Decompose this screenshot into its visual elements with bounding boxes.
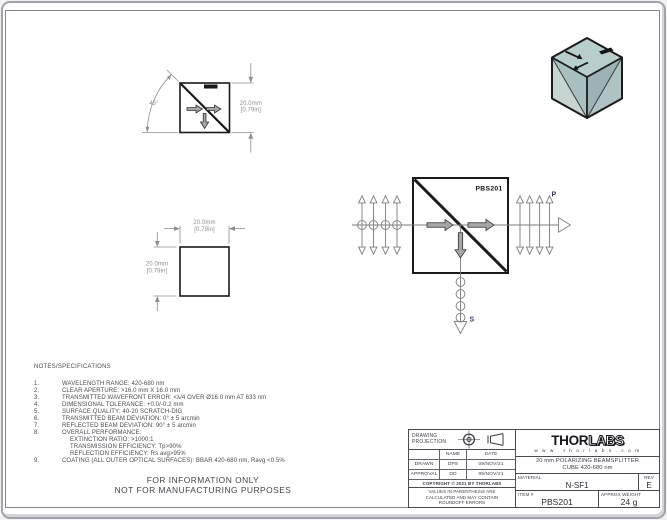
dim-arrow-down-left bbox=[155, 241, 160, 247]
blank-cell bbox=[409, 450, 440, 460]
note-item bbox=[34, 430, 346, 437]
width-dimension-in: [0.79in] bbox=[194, 227, 215, 233]
projection-label: DRAWING PROJECTION bbox=[412, 432, 447, 445]
item-row bbox=[516, 491, 659, 507]
note-item bbox=[34, 395, 346, 402]
drawn-name: DPS bbox=[440, 460, 467, 470]
drawing-title bbox=[516, 457, 659, 474]
item-cell bbox=[516, 491, 599, 507]
dim-arrow-right bbox=[174, 226, 180, 231]
title-block-right bbox=[516, 430, 659, 507]
note-text: WAVELENGTH RANGE: 420-680 nm bbox=[62, 381, 165, 387]
note-text: DIMENSIONAL TOLERANCE: +0.0/-0.2 mm bbox=[62, 402, 184, 408]
drawn-date: 09/NOV/21 bbox=[467, 460, 515, 470]
pbs201-engraving-small bbox=[204, 85, 218, 89]
info-line-2: NOT FOR MANUFACTURING PURPOSES bbox=[114, 485, 292, 495]
note-number: 1. bbox=[34, 381, 40, 387]
note-item bbox=[34, 402, 346, 409]
date-header: DATE bbox=[467, 450, 515, 460]
note-subitem: REFLECTION EFFICIENCY: Rs avg>95% bbox=[70, 451, 186, 457]
logo-labs: LABS bbox=[588, 432, 624, 448]
projection-row bbox=[409, 430, 515, 450]
drawing-title-line2: CUBE 420-680 nm bbox=[562, 465, 613, 471]
arc-arrowhead-bottom bbox=[146, 127, 150, 133]
rev-value: E bbox=[646, 480, 652, 490]
note-subitem: TRANSMISSION EFFICIENCY: Tp>90% bbox=[70, 444, 182, 450]
angle-dimension-label: 45° bbox=[149, 101, 159, 107]
note-number: 4. bbox=[34, 402, 40, 408]
note-item bbox=[34, 423, 346, 430]
notes-specifications bbox=[34, 364, 346, 465]
height-dimension-mm: 20.0mm bbox=[239, 100, 262, 107]
weight-value: 24 g bbox=[620, 497, 638, 507]
note-text: TRANSMITTED WAVEFRONT ERROR: <λ/4 OVER Ø16.0 mm AT 633 nm bbox=[62, 395, 267, 401]
note-item bbox=[34, 388, 346, 395]
side-dimension-in: [0.79in] bbox=[146, 268, 168, 275]
note-text: REFLECTED BEAM DEVIATION: 90° ± 5 arcmin bbox=[62, 423, 196, 429]
note-text: SURFACE QUALITY: 40-20 SCRATCH-DIG bbox=[62, 409, 183, 415]
height-dimension-in: [0.79in] bbox=[240, 107, 262, 114]
material-value: N-SF1 bbox=[565, 480, 589, 490]
note-text: COATING (ALL OUTER OPTICAL SURFACES): BBAR 420-680 nm, Ravg <0.5% bbox=[62, 458, 285, 464]
front-view bbox=[142, 63, 262, 153]
note-text: TRANSMITTED BEAM DEVIATION: 0° ± 5 arcmin bbox=[62, 416, 200, 422]
logo-area bbox=[516, 430, 659, 457]
dim-arrow-down bbox=[248, 77, 253, 83]
note-text: OVERALL PERFORMANCE: bbox=[62, 430, 142, 436]
notes-heading: NOTES/SPECIFICATIONS bbox=[34, 364, 111, 370]
note-text: CLEAR APERTURE: >16.0 mm X 16.0 mm bbox=[62, 388, 181, 394]
material-label: MATERIAL bbox=[518, 475, 542, 480]
note-number: 8. bbox=[34, 430, 40, 436]
diagonal-extension-line bbox=[167, 70, 179, 82]
note-number: 2. bbox=[34, 388, 40, 394]
disclaimer-text: VALUES IN PARENTHESIS ARE CALCULATED AND MAY CONTAIN ROUNDOFF ERRORS bbox=[425, 488, 499, 506]
copyright-notice: COPYRIGHT © 2021 BY THORLABS bbox=[409, 480, 515, 488]
side-dimension-mm: 20.0mm bbox=[145, 261, 169, 268]
rev-label: REV bbox=[644, 475, 654, 480]
note-number: 9. bbox=[34, 458, 40, 464]
dim-arrow-up bbox=[248, 133, 253, 139]
item-number: PBS201 bbox=[541, 497, 573, 507]
info-line-1: FOR INFORMATION ONLY bbox=[146, 475, 260, 485]
iso-cube-render bbox=[552, 38, 622, 118]
drawn-label: DRAWN bbox=[409, 460, 440, 470]
width-dimension-mm: 20.0mm bbox=[193, 220, 216, 227]
note-subitem: EXTINCTION RATIO: >1000:1 bbox=[70, 437, 154, 443]
pbs201-engraving-main: PBS201 bbox=[475, 185, 503, 193]
dim-arrow-left bbox=[229, 226, 235, 231]
cube-outline-side bbox=[180, 247, 229, 296]
note-number: 6. bbox=[34, 416, 40, 422]
item-label: ITEM # bbox=[518, 492, 534, 497]
material-row bbox=[516, 474, 659, 491]
website-text: w w w . t h o r l a b s . c o m bbox=[534, 447, 641, 453]
drawing-title-line1: 20 mm POLARIZING BEAMSPLITTER bbox=[535, 458, 640, 464]
reflected-beam-arrowhead bbox=[454, 322, 467, 334]
weight-label: APPROX WEIGHT bbox=[601, 492, 642, 497]
title-block bbox=[408, 429, 660, 508]
note-item bbox=[34, 458, 346, 465]
approval-name: DD bbox=[440, 470, 467, 480]
p-polarization-label: P bbox=[551, 191, 557, 199]
thorlabs-logo bbox=[551, 434, 624, 447]
note-item bbox=[34, 409, 346, 416]
third-angle-projection-icon bbox=[455, 430, 511, 449]
s-polarization-label: S bbox=[469, 316, 475, 324]
logo-thor: THOR bbox=[551, 432, 589, 448]
rev-cell bbox=[639, 474, 659, 490]
beam-diagram bbox=[352, 178, 571, 334]
weight-cell bbox=[599, 491, 659, 507]
transmitted-beam-arrowhead bbox=[559, 218, 571, 232]
dim-arrow-up-left bbox=[155, 296, 160, 302]
approval-label: APPROVAL bbox=[409, 470, 440, 480]
side-view bbox=[146, 220, 245, 311]
note-item bbox=[34, 381, 346, 388]
title-block-left bbox=[409, 430, 516, 507]
approval-date: 09/NOV/21 bbox=[467, 470, 515, 480]
note-number: 7. bbox=[34, 423, 40, 429]
note-item bbox=[34, 416, 346, 423]
arc-arrowhead-top bbox=[167, 75, 171, 80]
note-number: 3. bbox=[34, 395, 40, 401]
information-notice bbox=[70, 475, 336, 495]
note-number: 5. bbox=[34, 409, 40, 415]
name-header: NAME bbox=[440, 450, 467, 460]
signature-table bbox=[409, 450, 515, 480]
material-cell bbox=[516, 474, 639, 490]
